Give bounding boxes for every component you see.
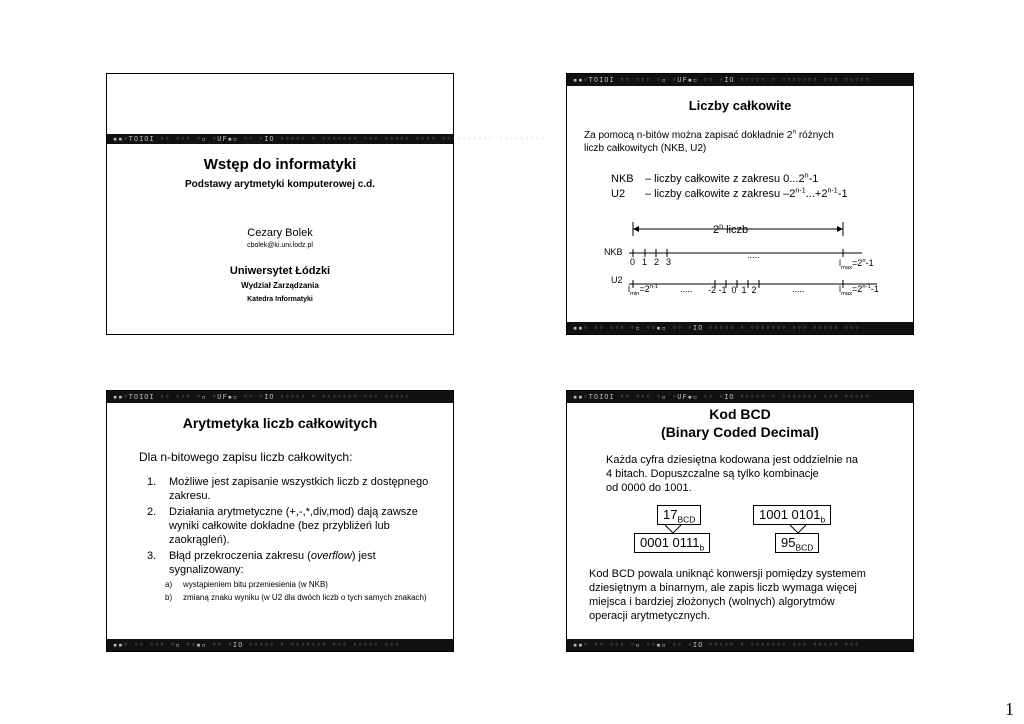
slide-bcd: [566, 390, 914, 652]
author-email: cbolek@ki.uni.lodz.pl: [247, 242, 313, 249]
count-arrow-right: [837, 226, 843, 232]
bcd-description: Każda cyfra dziesiętna kodowana jest oddzielnie na 4 bitach. Dopuszczalne są tylko kombinacje od 0000 do 1001.: [606, 454, 858, 494]
page-number: 1: [1005, 699, 1014, 719]
u2-tick-labels: -2 -1 0 1 2: [708, 285, 757, 295]
slide-title-heading: Wstęp do informatyki: [203, 156, 357, 173]
decorative-bar: ▪▪◦ ◦◦ ◦◦◦ ◦▫ ◦◦▪▫ ◦◦ ◦IO ◦◦◦◦◦ ◦ ◦◦◦◦◦◦◦ ◦◦◦ ◦◦◦◦◦ ◦◦◦: [107, 639, 453, 651]
numbered-list: [147, 475, 442, 603]
u2-dots-right: .....: [792, 284, 805, 294]
sub-list-item: a) wystąpieniem bitu przeniesienia (w NKB): [165, 580, 328, 589]
decorative-bar: ▪▪◦TOIOI ◦◦ ◦◦◦ ◦▫ ◦UF▪▫ ◦◦ ◦IO ◦◦◦◦◦ ◦ ◦◦◦◦◦◦◦ ◦◦◦ ◦◦◦◦◦ ◦◦◦◦ ◦◦◦◦◦◦◦◦◦◦ ◦◦◦◦◦◦◦◦◦: [107, 134, 453, 144]
lead-text: Dla n-bitowego zapisu liczb całkowitych:: [139, 450, 353, 464]
bcd-summary: Kod BCD powala uniknąć konwersji pomiędzy systemem dziesiętnym a binarnym, ale zapis liczb wymaga więcej miejsca i bardziej złożonych (wolnych) algorytmów operacji arytmetycznych.: [589, 568, 866, 622]
faculty-name: Wydział Zarządzania: [241, 281, 319, 290]
slide-heading: Kod BCD: [709, 406, 771, 422]
nkb-lmax-label: $l_{max}=2^n-1$: [839, 258, 874, 271]
decorative-bar: ▪▪◦ ◦◦ ◦◦◦ ◦▫ ◦◦▪▫ ◦◦ ◦IO ◦◦◦◦◦ ◦ ◦◦◦◦◦◦◦ ◦◦◦ ◦◦◦◦◦ ◦◦◦: [567, 322, 913, 334]
slide-integers: [566, 73, 914, 335]
slide-heading: Arytmetyka liczb całkowitych: [182, 415, 378, 431]
nkb-range: NKB – liczby całkowite z zakresu 0...2$^n$-1: [611, 171, 819, 185]
decorative-bar: ▪▪◦ ◦◦ ◦◦◦ ◦▫ ◦◦▪▫ ◦◦ ◦IO ◦◦◦◦◦ ◦ ◦◦◦◦◦◦◦ ◦◦◦ ◦◦◦◦◦ ◦◦◦: [567, 639, 913, 651]
sub-list-item: b) zmianą znaku wyniku (w U2 dla dwóch liczb o tych samych znakach): [165, 593, 427, 602]
count-arrow-left: [633, 226, 639, 232]
u2-axis-label: U2: [611, 275, 623, 285]
department-name: Katedra Informatyki: [247, 296, 313, 303]
binary-box-10010101: 1001 $0101_b$: [753, 505, 831, 525]
u2-range: U2 – liczby całkowite z zakresu $-2^{n-1}...+2^{n-1}-1$: [611, 186, 848, 200]
intro-text: Za pomocą n-bitów można zapisać dokładnie 2$^n$ różnych liczb całkowitych (NKB, U2): [584, 128, 834, 154]
nkb-tick-labels: 0 1 2 3: [630, 257, 672, 267]
count-label: 2$^n$ liczb: [713, 222, 749, 236]
decorative-bar: ▪▪◦TOIOI ◦◦ ◦◦◦ ◦▫ ◦UF▪▫ ◦◦ ◦IO ◦◦◦◦◦ ◦ ◦◦◦◦◦◦◦ ◦◦◦ ◦◦◦◦◦: [567, 391, 913, 403]
binary-box-00010111: 0001 $0111_b$: [634, 533, 710, 553]
author-name: Cezary Bolek: [247, 227, 313, 239]
nkb-dots: .....: [747, 250, 760, 260]
bcd-box-95: $95_{BCD}$: [775, 533, 819, 553]
u2-dots-left: .....: [680, 284, 693, 294]
bcd-box-17: $17_{BCD}$: [657, 505, 701, 525]
list-item: 3. Błąd przekroczenia zakresu (overflow) jest sygnalizowany:: [147, 550, 376, 576]
slide-heading-sub: (Binary Coded Decimal): [661, 424, 819, 440]
bcd-conversion-arrows: [567, 521, 913, 551]
slide-heading: Liczby całkowite: [688, 98, 792, 113]
university-name: Uniwersytet Łódzki: [229, 265, 331, 277]
list-item: 1. Możliwe jest zapisanie wszystkich liczb z dostępnego zakresu.: [147, 476, 429, 502]
u2-lmin-label: $l_{min}=2^{n-1}$: [628, 284, 659, 297]
slide-subtitle: Podstawy arytmetyki komputerowej c.d.: [184, 179, 376, 190]
decorative-bar: ▪▪◦TOIOI ◦◦ ◦◦◦ ◦▫ ◦UF▪▫ ◦◦ ◦IO ◦◦◦◦◦ ◦ ◦◦◦◦◦◦◦ ◦◦◦ ◦◦◦◦◦: [567, 74, 913, 86]
nkb-axis-label: NKB: [604, 247, 623, 257]
slide-arithmetic: [106, 390, 454, 652]
list-item: 2. Działania arytmetyczne (+,-,*,div,mod) dają zawsze wyniki całkowite dokładne (bez przybliżeń lub zaokrągleń).: [147, 506, 418, 546]
slide-title: [106, 73, 546, 335]
u2-lmax-label: $l_{max}=2^{n-1}-1$: [839, 284, 879, 297]
decorative-bar: ▪▪◦TOIOI ◦◦ ◦◦◦ ◦▫ ◦UF▪▫ ◦◦ ◦IO ◦◦◦◦◦ ◦ ◦◦◦◦◦◦◦ ◦◦◦ ◦◦◦◦◦: [107, 391, 453, 403]
